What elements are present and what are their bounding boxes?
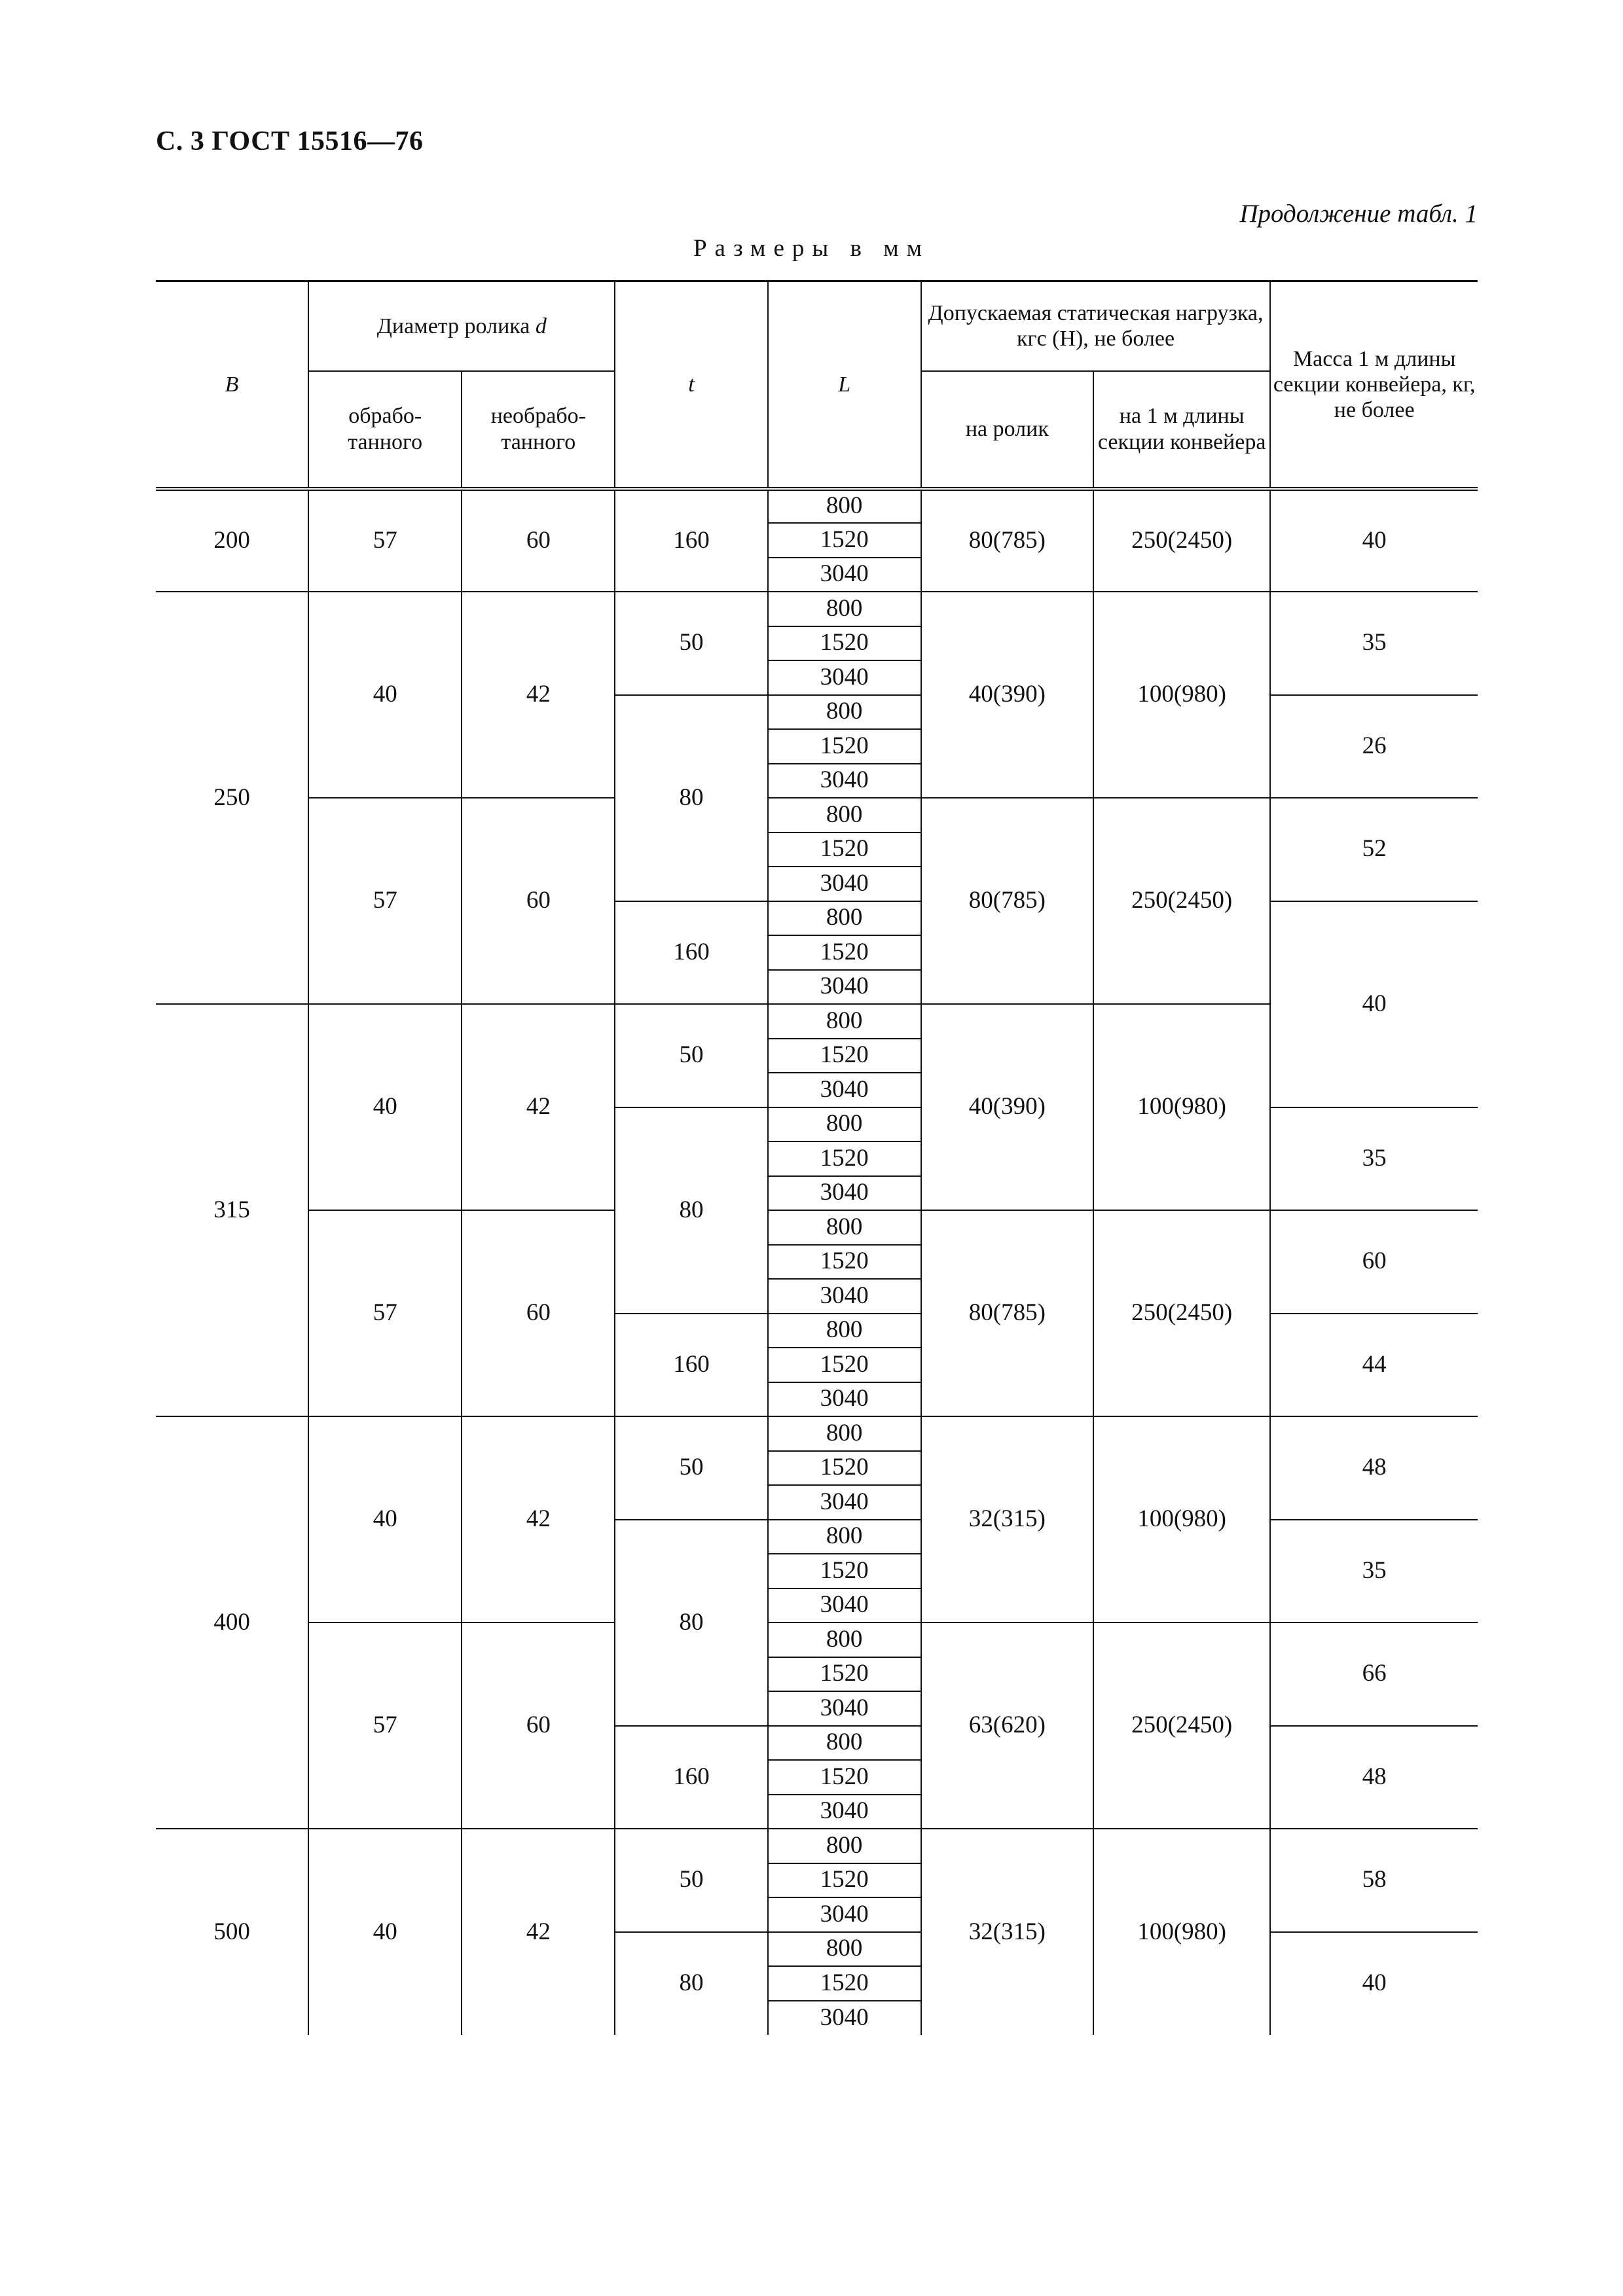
cell-load-section: 250(2450) [1093,798,1270,1004]
cell-mass: 48 [1270,1416,1478,1520]
cell-mass: 35 [1270,1520,1478,1623]
cell-l: 3040 [768,1176,921,1211]
cell-l: 3040 [768,1897,921,1932]
cell-l: 1520 [768,935,921,970]
cell-d-unprocessed: 60 [462,1210,615,1416]
cell-d-unprocessed: 60 [462,489,615,592]
cell-t: 50 [615,1416,767,1520]
cell-t: 80 [615,1520,767,1726]
cell-load-section: 250(2450) [1093,1210,1270,1416]
cell-l: 800 [768,1314,921,1348]
cell-t: 160 [615,1726,767,1829]
cell-l: 1520 [768,626,921,661]
cell-l: 800 [768,798,921,833]
col-header-load: Допускаемая статическая нагрузка, кгс (Н), не более [921,281,1271,371]
cell-d-processed: 40 [308,592,462,798]
diameter-symbol: d [535,314,547,338]
cell-mass: 40 [1270,901,1478,1107]
col-header-diameter [308,281,615,371]
cell-l: 1520 [768,1039,921,1073]
cell-l: 3040 [768,660,921,695]
col-header-l: L [768,281,921,489]
cell-load-roller: 80(785) [921,1210,1093,1416]
cell-load-roller: 32(315) [921,1829,1093,2035]
cell-t: 160 [615,901,767,1005]
col-header-unprocessed: необрабо- танного [462,371,615,489]
units-note: Размеры в мм [693,235,930,262]
cell-load-roller: 80(785) [921,489,1093,592]
cell-d-processed: 57 [308,798,462,1004]
cell-l: 1520 [768,1554,921,1588]
cell-d-processed: 40 [308,1004,462,1210]
cell-t: 80 [615,695,767,901]
cell-l: 3040 [768,1691,921,1726]
cell-l: 1520 [768,1451,921,1486]
cell-l: 1520 [768,1760,921,1795]
cell-l: 3040 [768,1073,921,1107]
cell-load-roller: 80(785) [921,798,1093,1004]
cell-l: 1520 [768,1657,921,1692]
cell-t: 160 [615,489,767,592]
cell-mass: 66 [1270,1623,1478,1726]
cell-d-processed: 57 [308,1623,462,1829]
cell-l: 1520 [768,1863,921,1898]
cell-l: 3040 [768,970,921,1005]
cell-d-unprocessed: 42 [462,1416,615,1623]
cell-l: 1520 [768,1348,921,1382]
cell-load-section: 250(2450) [1093,1623,1270,1829]
cell-load-section: 100(980) [1093,1004,1270,1210]
cell-load-section: 250(2450) [1093,489,1270,592]
cell-l: 800 [768,1004,921,1039]
diameter-label: Диаметр ролика d [376,314,547,338]
table-body [156,489,1478,2036]
cell-load-section: 100(980) [1093,592,1270,798]
cell-l: 1520 [768,1966,921,2001]
cell-l: 800 [768,1623,921,1657]
cell-load-roller: 63(620) [921,1623,1093,1829]
cell-load-roller: 32(315) [921,1416,1093,1623]
cell-load-section: 100(980) [1093,1829,1270,2035]
table-row [156,1829,1478,1863]
cell-mass: 40 [1270,489,1478,592]
col-header-load-roller: на ролик [921,371,1093,489]
cell-l: 800 [768,1932,921,1967]
cell-t: 160 [615,1314,767,1417]
table-row [156,1416,1478,1451]
col-header-load-section: на 1 м длины секции конвейера [1093,371,1270,489]
cell-b: 500 [156,1829,308,2035]
cell-l: 800 [768,1726,921,1761]
cell-l: 1520 [768,729,921,764]
cell-l: 1520 [768,523,921,558]
table-row [156,798,1478,833]
cell-l: 1520 [768,833,921,867]
table-row [156,592,1478,626]
table-row [156,489,1478,524]
cell-d-unprocessed: 42 [462,592,615,798]
cell-mass: 52 [1270,798,1478,901]
cell-d-unprocessed: 42 [462,1829,615,2035]
cell-t: 80 [615,1107,767,1314]
col-header-t: t [615,281,767,489]
cell-mass: 40 [1270,1932,1478,2036]
cell-l: 800 [768,1416,921,1451]
cell-b: 250 [156,592,308,1004]
cell-l: 3040 [768,558,921,592]
cell-d-unprocessed: 42 [462,1004,615,1210]
cell-load-roller: 40(390) [921,592,1093,798]
cell-b: 315 [156,1004,308,1416]
cell-l: 3040 [768,1382,921,1417]
cell-t: 50 [615,1829,767,1932]
cell-t: 50 [615,592,767,695]
cell-d-unprocessed: 60 [462,798,615,1004]
cell-l: 3040 [768,867,921,901]
cell-mass: 35 [1270,1107,1478,1211]
cell-t: 80 [615,1932,767,2036]
cell-l: 1520 [768,1245,921,1280]
cell-d-processed: 40 [308,1829,462,2035]
cell-t: 50 [615,1004,767,1107]
cell-l: 800 [768,901,921,936]
cell-l: 3040 [768,1588,921,1623]
cell-load-roller: 40(390) [921,1004,1093,1210]
col-header-processed: обрабо- танного [308,371,462,489]
cell-b: 400 [156,1416,308,1829]
cell-d-processed: 40 [308,1416,462,1623]
table-row [156,1210,1478,1245]
cell-l: 3040 [768,2001,921,2036]
cell-b: 200 [156,489,308,592]
cell-mass: 26 [1270,695,1478,798]
cell-l: 800 [768,1520,921,1554]
cell-mass: 44 [1270,1314,1478,1417]
cell-l: 800 [768,592,921,626]
cell-l: 3040 [768,1795,921,1829]
cell-d-unprocessed: 60 [462,1623,615,1829]
cell-l: 800 [768,695,921,730]
page-header: С. 3 ГОСТ 15516—76 [156,126,424,156]
cell-l: 800 [768,489,921,524]
table-row [156,1623,1478,1657]
cell-d-processed: 57 [308,489,462,592]
cell-l: 800 [768,1107,921,1142]
cell-mass: 58 [1270,1829,1478,1932]
cell-l: 3040 [768,1279,921,1314]
col-header-b: B [156,281,308,489]
cell-l: 800 [768,1210,921,1245]
col-header-mass: Масса 1 м длины секции конвейера, кг, не более [1270,281,1478,489]
cell-l: 1520 [768,1141,921,1176]
cell-mass: 60 [1270,1210,1478,1314]
cell-l: 800 [768,1829,921,1863]
cell-mass: 35 [1270,592,1478,695]
cell-l: 3040 [768,1485,921,1520]
cell-load-section: 100(980) [1093,1416,1270,1623]
rollers-table [156,280,1478,2035]
table-continuation-note: Продолжение табл. 1 [1239,200,1478,228]
cell-l: 3040 [768,764,921,798]
cell-d-processed: 57 [308,1210,462,1416]
cell-mass: 48 [1270,1726,1478,1829]
